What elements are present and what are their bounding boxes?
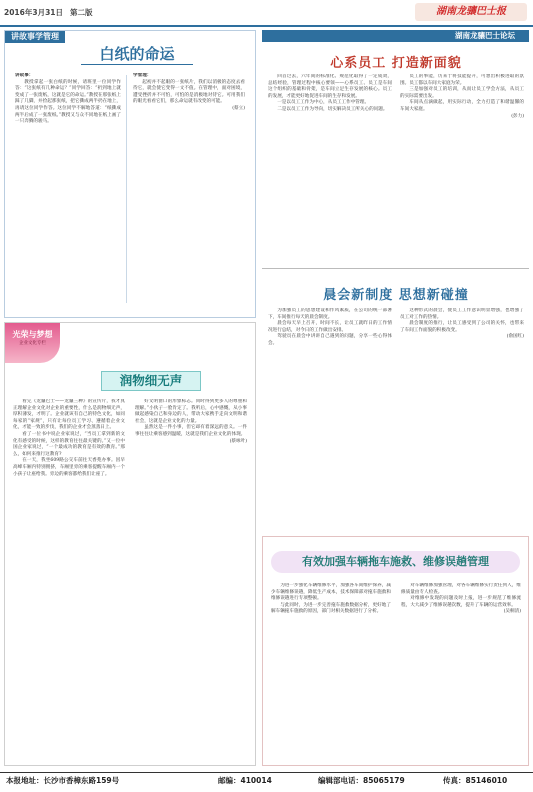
footer-fax: 传真：85146010: [443, 776, 508, 785]
paragraph: 虽然这是一件小事，但它却有着深远的意义。一件事往往让乘客感到温暖，这就是我们企业文化的体现。: [135, 425, 247, 437]
article-column-left: [268, 308, 392, 524]
paragraph: 一是以员工工作为中心，从员工工作中管理。: [277, 100, 370, 106]
footer-postcode: 邮编：410014: [218, 776, 272, 785]
story-box: [4, 30, 256, 318]
masthead-text: 湖南龙骧巴士报: [436, 6, 506, 17]
story-column: [15, 73, 121, 311]
issue-date: 2016年3月31日: [4, 8, 64, 17]
paragraph: 员工的事能，历来于将技能提升，可想出积极进取的氛围。员工都以车间大家庭为荣。: [400, 74, 524, 86]
story-heading: 讲故事：: [15, 73, 34, 78]
byline: (吴桐清): [503, 609, 521, 615]
article-column-left: [268, 74, 392, 262]
paragraph: 三是加强对员工的培训，从而让员工学会方法，从员工的实际需要出发。: [400, 87, 524, 99]
article-title: 润物细无声: [101, 371, 201, 391]
page-footer: [0, 775, 533, 789]
paragraph: 晨会制度的推行，让员工感受到了公司的关怀，也带来了车间工作面貌的积极改变。: [400, 321, 524, 333]
byline: (俞国红): [506, 334, 524, 340]
paragraph: 与此同时，为进一步完善拖车施救数据分析，更好地了解车辆拖车施救的原因，部门对相关数据进行了分析。: [271, 602, 391, 615]
byline: (蔡立): [232, 105, 245, 111]
paragraph: 对车辆维修加强管理，对各车辆维修实行责任到人，维修质量由专人检查。: [401, 583, 521, 595]
lesson-text: 起初并不起眼的一张纸片，我们以消极的态度去看待它，就会使它变得一文不值。在管理中，面对困境，遭受挫折并不可怕，可怕的是消极地对待它。可用我们的眼光看看它们，那么命运就有改变的可能。: [133, 79, 245, 105]
lesson-heading: 学管理：: [133, 73, 152, 78]
paragraph: 驾驶员在晨会中讲讲自己遇到的问题，分享一些心得体会。: [268, 334, 392, 346]
paragraph: 晨会每天早上召开，时间不长，让员工就昨日的工作情况进行总结，对今日的工作做出安排。: [268, 321, 392, 333]
paragraph: 这种形式的晨会，使员工工作意识明显增强，也增强了员工对工作的热情。: [400, 308, 524, 320]
byline: (蔡咏叶): [229, 438, 247, 444]
paragraph: 为加强员工的思想建设和作风素质，在公司的统一部署下，车间推行每天的晨会制度。: [268, 308, 392, 320]
column-divider: [126, 75, 127, 303]
paragraph: 为进一步强化车辆维修水平，加强各车间维护保养，减少车辆维修误趟，降低生产成本，技术保障部对拖车施救和维修误趟进行专项整顿。: [271, 583, 391, 602]
article-title: 心系员工 打造新面貌: [330, 56, 462, 71]
page-header: [0, 0, 533, 24]
article-column-left: [13, 399, 125, 759]
badge-subtitle: 企业文化专栏: [19, 341, 46, 346]
footer-rule: [0, 772, 533, 773]
article-title: 有效加强车辆拖车施救、维修误趟管理: [271, 551, 520, 573]
paragraph: 看了一位书中说企业家说过，“当员工拿到新的文化有感受的时候，这样的教育往往最关键的。”又一位中国企业家说过，“一个最成功的教育是有效的教育。”那么，如何来推行这教育?: [13, 431, 125, 457]
lesson-column: [133, 73, 245, 311]
paragraph: 二是以员工工作为导向，切实解决员工所关心的问题。: [277, 106, 388, 112]
page-number: 第二版: [70, 8, 93, 17]
article-column-right: [135, 399, 247, 759]
article-title: 晨会新制度 思想新碰撞: [323, 288, 469, 303]
meeting-article: [262, 272, 529, 530]
paragraph: 车间从点滴做起，用实际行动，全力打造了和谐温馨的车间大家庭。: [400, 100, 524, 112]
section-tab: 讲故事学管理: [5, 31, 65, 43]
maintenance-article: [262, 536, 529, 766]
paragraph: 在一天，我坐609路公交车前往天香苑办事。因早高峰车厢内特别拥挤，车厢里旁的乘客提醒车厢内一个小孩子让座给我。旁边的乘客都给我们让座了。: [13, 458, 125, 477]
masthead-logo: [415, 3, 527, 21]
header-rule: [0, 25, 533, 27]
article-column-right: [400, 74, 524, 262]
footer-address: 本报地址：长沙市香樟东路159号: [6, 776, 120, 785]
footer-phone: 编辑部电话：85065179: [318, 776, 405, 785]
article-column-right: [400, 308, 524, 524]
paragraph: 回首过去，六年间的标准化、规范化取得了一定成效，总结经验，管理过程中核心要领——心系员工、员工是车间这个组织的基础和骨架，是车间立足生存发展的核心。员工的发展，才能更好地促进车间的生存和发展。: [268, 74, 392, 99]
paragraph: 好文明窗口的形象标志。同时得到更多人的尊重和理解。”小伙子一脸肯定了。我听后，心中感慨，从小事做起感染自己和身边的人，带动大家携手走向文明和谐社会，这就是企业文化的力量。: [135, 399, 247, 424]
article-column-left: [271, 583, 391, 761]
divider: [262, 268, 529, 269]
paragraph: 对维修中发现的问题及时上报，进一步规范了维修流程，大大减少了维修误趟次数，提升了车辆的运营效率。: [401, 596, 521, 608]
culture-article: [4, 322, 256, 766]
forum-article: [262, 30, 529, 264]
badge-title: 光荣与梦想: [12, 330, 53, 339]
byline: (彭力): [511, 113, 524, 119]
section-title: 湖南龙骧巴士论坛: [455, 31, 515, 40]
story-text: 教授拿起一张白纸的时候，请班里一位同学作答：“这张纸有几种命运？”同学回答：“扔到地上就变成了一张废纸，这就是它的命运。”教授在那张纸上踩了几脚，并捡起那张纸，把它撕成两半扔在地上，再请这位同学作答。这位同学不解地答道：“纸撕成两半后成了一张废纸。”教授又与众不同地在纸上画了一只奔腾的骏马。: [15, 79, 121, 125]
article-title: 白纸的命运: [81, 43, 193, 65]
article-column-right: [401, 583, 521, 761]
section-bar: [262, 30, 529, 42]
column-badge: [5, 323, 60, 363]
paragraph: 看完《龙骧巴士——龙骧三种》的宣传片，我才真正理解企业文化对企业的重要性，什么是润物细无声，厚积薄发，才明了。企业就该有自己的特色文化，如同每家的“家规”，只有让每位员工学习、遵循着企业文化，才能一致的步伐，我们的企业才会蒸蒸日上。: [13, 399, 125, 431]
